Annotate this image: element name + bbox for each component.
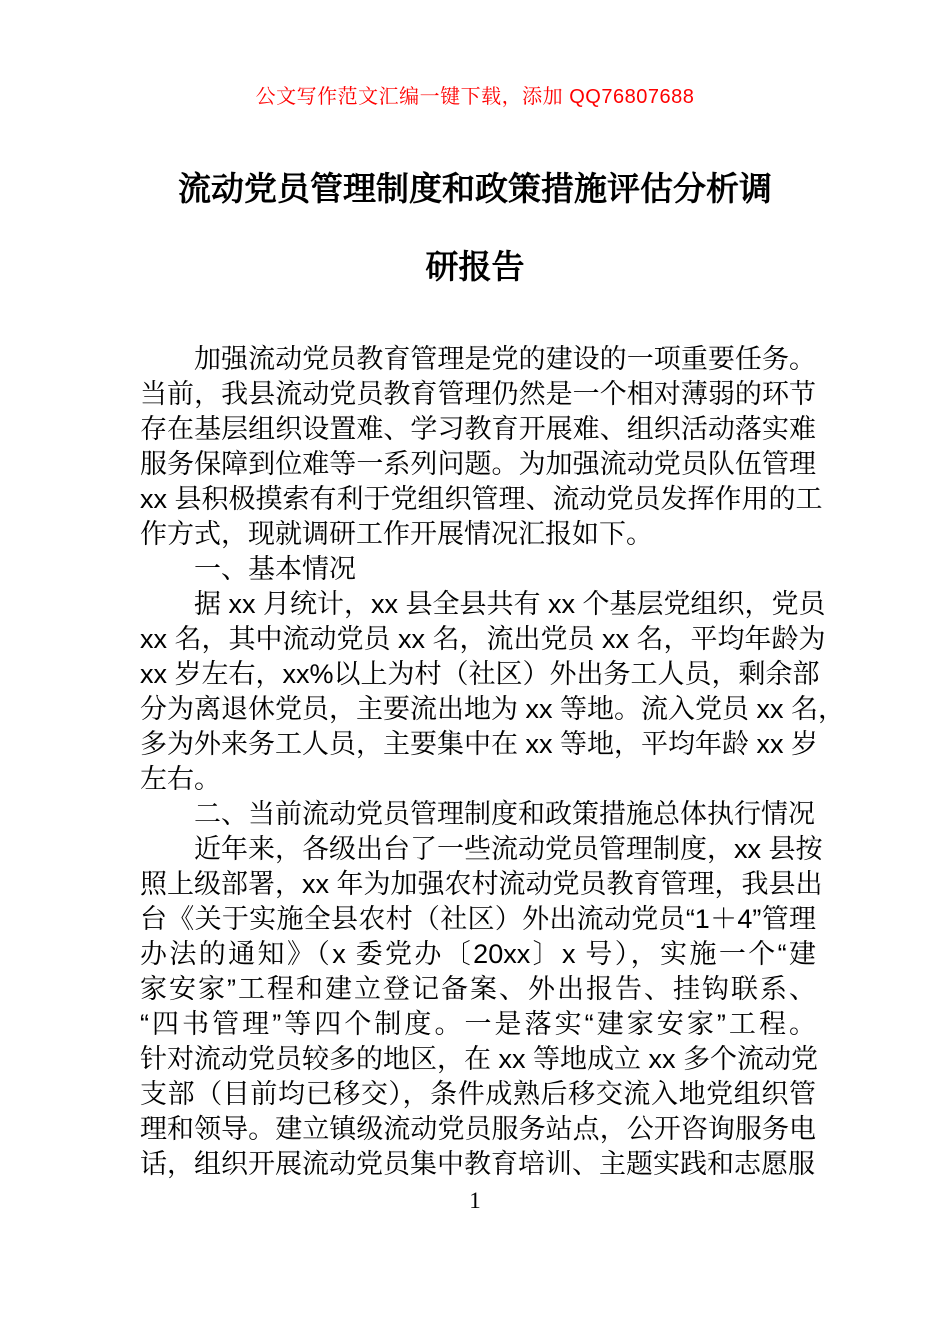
text-line: “四书管理”等四个制度。一是落实“建家安家”工程。 (140, 1009, 816, 1039)
text-line: 左右。 (140, 764, 221, 794)
text-line: 加强流动党员教育管理是党的建设的一项重要任务。 (194, 344, 816, 374)
text-line: 存在基层组织设置难、学习教育开展难、组织活动落实难 (140, 414, 816, 444)
text-line: 针对流动党员较多的地区，在 xx 等地成立 xx 多个流动党 (140, 1044, 819, 1074)
title-line-1: 流动党员管理制度和政策措施评估分析调 (178, 170, 772, 207)
page-number: 1 (469, 1188, 481, 1213)
text-line: 服务保障到位难等一系列问题。为加强流动党员队伍管理 (140, 449, 816, 479)
promo-banner: 公文写作范文汇编一键下载，添加 QQ76807688 (255, 86, 695, 108)
text-line: 话，组织开展流动党员集中教育培训、主题实践和志愿服 (140, 1149, 815, 1179)
title-line-2: 研报告 (425, 248, 525, 285)
text-line: xx 岁左右，xx%以上为村（社区）外出务工人员，剩余部 (140, 659, 820, 689)
section-heading-1 (140, 552, 816, 587)
text-line: xx 名，其中流动党员 xx 名，流出党员 xx 名，平均年龄为 (140, 624, 826, 654)
heading-line: 二、当前流动党员管理制度和政策措施总体执行情况 (194, 799, 815, 829)
paragraph-basic-situation (140, 587, 846, 797)
section-heading-2 (140, 797, 816, 832)
heading-line: 一、基本情况 (194, 554, 356, 584)
paragraph-intro (140, 342, 823, 552)
text-line: xx 县积极摸索有利于党组织管理、流动党员发挥作用的工 (140, 484, 823, 514)
text-line: 当前，我县流动党员教育管理仍然是一个相对薄弱的环节 (140, 379, 816, 409)
paragraph-policy-execution (140, 832, 823, 1182)
text-line: 照上级部署，xx 年为加强农村流动党员教育管理，我县出 (140, 869, 823, 899)
text-line: 理和领导。建立镇级流动党员服务站点，公开咨询服务电 (140, 1114, 816, 1144)
text-line: 作方式，现就调研工作开展情况汇报如下。 (140, 519, 653, 549)
text-line: 办法的通知》（x 委党办〔20xx〕x 号），实施一个“建 (140, 939, 816, 969)
document-body (140, 342, 846, 1182)
text-line: 多为外来务工人员，主要集中在 xx 等地，平均年龄 xx 岁 (140, 729, 819, 759)
text-line: 分为离退休党员，主要流出地为 xx 等地。流入党员 xx 名， (140, 694, 846, 724)
text-line: 家安家”工程和建立登记备案、外出报告、挂钩联系、 (140, 974, 816, 1004)
text-line: 近年来，各级出台了一些流动党员管理制度，xx 县按 (194, 834, 823, 864)
text-line: 台《关于实施全县农村（社区）外出流动党员“1＋4”管理 (140, 904, 816, 934)
document-title (137, 150, 813, 306)
text-line: 据 xx 月统计，xx 县全县共有 xx 个基层党组织，党员 (194, 589, 826, 619)
text-line: 支部（目前均已移交），条件成熟后移交流入地党组织管 (140, 1079, 816, 1109)
